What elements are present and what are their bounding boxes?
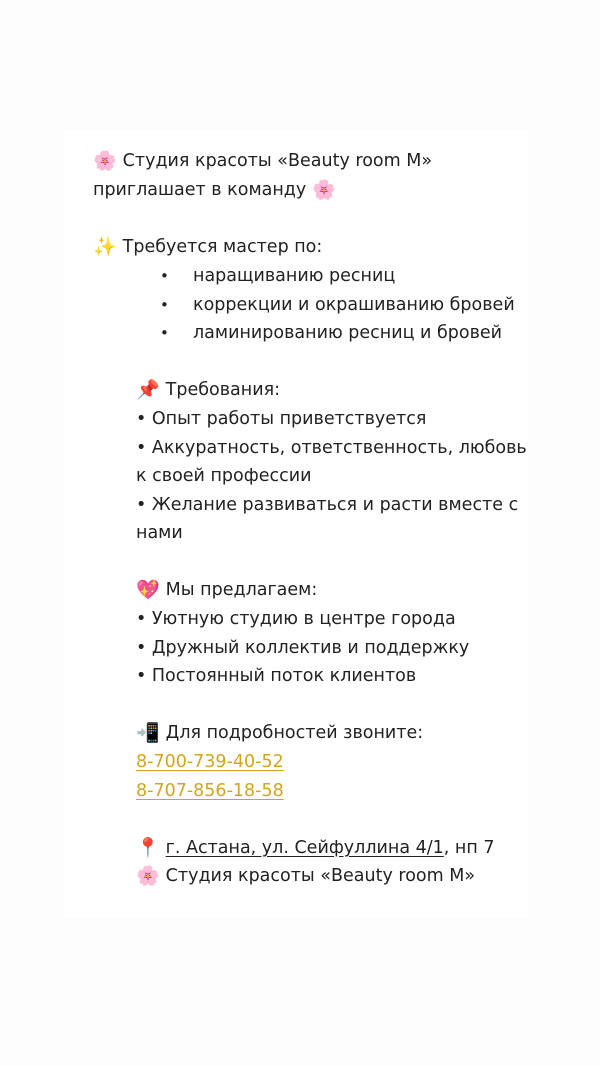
cherry-blossom-icon: 🌸 <box>93 150 117 172</box>
requirement-line: нами <box>136 523 183 543</box>
requirement-line: • Желание развиваться и расти вместе с <box>136 495 519 515</box>
list-bullet: • <box>160 324 169 342</box>
mobile-phone-arrow-icon: 📲 <box>136 722 160 744</box>
address-link[interactable]: г. Астана, ул. Сейфуллина 4/1 <box>165 838 444 858</box>
offer-title: Мы предлагаем: <box>165 580 318 600</box>
wanted-heading <box>93 236 322 258</box>
requirements-heading <box>136 379 280 401</box>
header-studio-title: Студия красоты «Beauty room M» <box>122 151 433 171</box>
cherry-blossom-icon: 🌸 <box>136 865 160 887</box>
requirements-title: Требования: <box>165 380 281 400</box>
list-item: ламинированию ресниц и бровей <box>193 323 503 343</box>
phone-link[interactable]: 8-700-739-40-52 <box>136 752 284 772</box>
phone-number-2 <box>136 780 284 802</box>
list-bullet: • <box>160 296 169 314</box>
wanted-title: Требуется мастер по: <box>122 237 323 257</box>
contacts-title: Для подробностей звоните: <box>165 723 424 743</box>
phone-link[interactable]: 8-707-856-18-58 <box>136 781 284 801</box>
header-line-1 <box>93 150 432 172</box>
address-line <box>136 837 495 859</box>
list-item: наращиванию ресниц <box>193 266 396 286</box>
round-pushpin-icon: 📍 <box>136 837 160 859</box>
list-item: коррекции и окрашиванию бровей <box>193 295 515 315</box>
cherry-blossom-icon: 🌸 <box>312 179 336 201</box>
pushpin-icon: 📌 <box>136 379 160 401</box>
contacts-heading <box>136 722 423 744</box>
studio-signature <box>136 865 475 887</box>
offer-line: • Дружный коллектив и поддержку <box>136 638 470 658</box>
header-invite-text: приглашает в команду <box>93 180 307 200</box>
requirement-line: к своей профессии <box>136 466 312 486</box>
address-suffix: , нп 7 <box>443 838 495 858</box>
requirement-line: • Аккуратность, ответственность, любовь <box>136 438 527 458</box>
offer-line: • Постоянный поток клиентов <box>136 666 417 686</box>
phone-number-1 <box>136 751 284 773</box>
header-line-2 <box>93 179 336 201</box>
requirement-line: • Опыт работы приветствуется <box>136 409 427 429</box>
sparkles-icon: ✨ <box>93 236 117 258</box>
offer-heading <box>136 579 317 601</box>
sparkling-heart-icon: 💖 <box>136 579 160 601</box>
list-bullet: • <box>160 267 169 285</box>
studio-name: Студия красоты «Beauty room M» <box>165 866 476 886</box>
offer-line: • Уютную студию в центре города <box>136 609 456 629</box>
